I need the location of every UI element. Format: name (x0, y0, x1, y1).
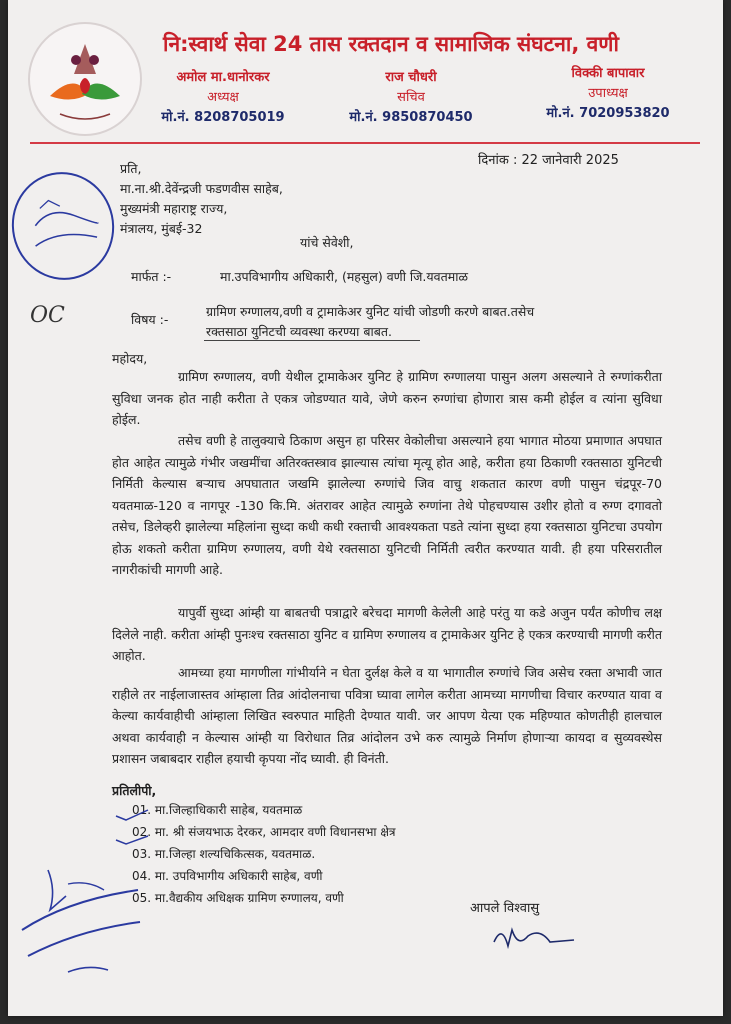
recipient-name: मा.ना.श्री.देवेंन्द्रजी फडणवीस साहेब, (120, 181, 283, 196)
organization-title: नि:स्वार्थ सेवा 24 तास रक्तदान व सामाजिक संघटना, वणी (163, 32, 619, 56)
subject-underline (204, 340, 420, 341)
paragraph-2: तसेच वणी हे तालुक्याचे ठिकाण असुन हा परिसर वेकोलीचा असल्याने हया भागात मोठया प्रमाणात अपघात होत आहेत त्यामुळे गंभीर जखमींचा अतिरक्तस्त्राव झाल्यास त्यांचा मृत्यू होत आहे, करीता हया ठिकाणी रक्तसाठा युनिटची निर्मिती केल्यास बऱ्याच अपघातात जखमि झालेल्या रुग्णांचे जिव वाचु शकतात कारण वणी पासुन चंद्रपूर-70 यवतमाळ-120 व नागपूर -130 कि.मि. अंतरावर आहेत त्यामुळे रुग्णांना तेथे पोहचण्यास उशीर होतो व रुग्ण दगावतो तसेच, डिलेव्हरी झालेल्या महिलांना सुध्दा कधी कधी रक्ताची आवश्यकता पडते त्यांना सुध्दा हया रक्तसाठा युनिटचा उपयोग होऊ शकतो करीता ग्रामिण रुग्णालय, वणी येथे रक्तसाठा युनिटची निर्मिती त्वरीत करण्यात यावी. ही हया परिसरातील नागरीकांची मागणी आहे. (112, 433, 662, 577)
paragraph-1: ग्रामिण रुग्णालय, वणी येथील ट्रामाकेअर युनिट हे ग्रामिण रुग्णालया पासुन अलग असल्याने ते रुग्णांकरीता सुविधा जनक होत नाही करीता ते एकत्र जोडण्यात यावे, जेणे करुन रुग्णांचा होणारा त्रास कमी होईल व त्यांना सुविधा होईल. (112, 369, 662, 427)
recipient-sevesi: यांचे सेवेशी, (300, 235, 354, 250)
through-value: मा.उपविभागीय अधिकारी, (महसुल) वणी जि.यवतमाळ (220, 269, 468, 284)
letter-page (8, 0, 723, 1016)
oc-mark: OC (30, 303, 65, 328)
cc-item-4: 04. मा. उपविभागीय अधिकारी साहेब, वणी (132, 869, 323, 883)
officer-president: अमोल मा.धानोरकर अध्यक्ष मो.नं. 8208705019 (161, 70, 285, 125)
subject-label: विषय :- (131, 312, 169, 327)
letter-date: दिनांक : 22 जानेवारी 2025 (478, 153, 619, 168)
cc-item-5: 05. मा.वैद्यकीय अधिक्षक ग्रामिण रुग्णालय, वणी (132, 891, 344, 905)
closing: आपले विश्वासु (470, 901, 540, 916)
recipient-prati: प्रति, (120, 161, 142, 176)
paragraph-3: यापुर्वी सुध्दा आंम्ही या बाबतची पत्राद्वारे बरेचदा मागणी केलेली आहे परंतु या कडे अजुन पर्यंत कोणीच लक्ष दिलेले नाही. करीता आंम्ही पुनःश्च रक्तसाठा युनिट व ग्रामिण रुग्णालय व ट्रामाकेअर युनिट हे एकत्र करण्याची मागणी करीत आहोत. (112, 605, 662, 663)
recipient-designation: मुख्यमंत्री महाराष्ट्र राज्य, (120, 201, 228, 216)
cc-item-3: 03. मा.जिल्हा शल्यचिकित्सक, यवतमाळ. (132, 847, 316, 861)
salutation: महोदय, (112, 351, 148, 366)
cc-item-2: 02. मा. श्री संजयभाऊ देरकर, आमदार वणी विधानसभा क्षेत्र (132, 825, 396, 839)
cc-title: प्रतिलीपी, (112, 783, 157, 798)
recipient-address: मंत्रालय, मुंबई-32 (120, 221, 203, 236)
cc-item-1: 01. मा.जिल्हाधिकारी साहेब, यवतमाळ (132, 803, 303, 817)
through-label: मार्फत :- (131, 269, 172, 284)
officer-secretary: राज चौधरी सचिव मो.नं. 9850870450 (349, 70, 473, 125)
subject-line-2: रक्तसाठा युनिटची व्यवस्था करण्या बाबत. (206, 324, 392, 339)
subject-line-1: ग्रामिण रुग्णालय,वणी व ट्रामाकेअर युनिट यांची जोडणी करणे बाबत.तसेच (206, 304, 535, 319)
received-stamp (8, 163, 124, 290)
officer-vice-president: विक्की बापावार उपाध्यक्ष मो.नं. 7020953820 (546, 66, 670, 121)
cc-tick-marks (112, 806, 152, 846)
signature (488, 920, 578, 956)
received-stamp-bottom (8, 860, 148, 990)
organization-logo (28, 22, 142, 136)
header-divider (30, 142, 700, 144)
paragraph-4: आमच्या हया मागणीला गांभीर्याने न घेता दुर्लक्ष केले व या भागातील रुग्णांचे जिव असेच रक्ता अभावी जात राहीले तर नाईलाजास्तव आंम्हाला तिव्र आंदोलनाचा पवित्रा घ्यावा लागेल करीता आमच्या मागणीचा विचार करण्यात यावा व केल्या कार्यवाहीची आंम्हाला लिखित स्वरुपात माहिती देण्यात यावी. जर आपण येत्या एक महिण्यात कोणतीही हालचाल अथवा कार्यवाही न केल्यास आंम्ही या विरोधात तिव्र आंदोलन उभे करु त्यामुळे निर्माण होणाऱ्या कायदा व सुव्यवस्थेस प्रशासन जबाबदार राहील हयाची कृपया नोंद घ्यावी. ही विनंती. (112, 665, 662, 766)
